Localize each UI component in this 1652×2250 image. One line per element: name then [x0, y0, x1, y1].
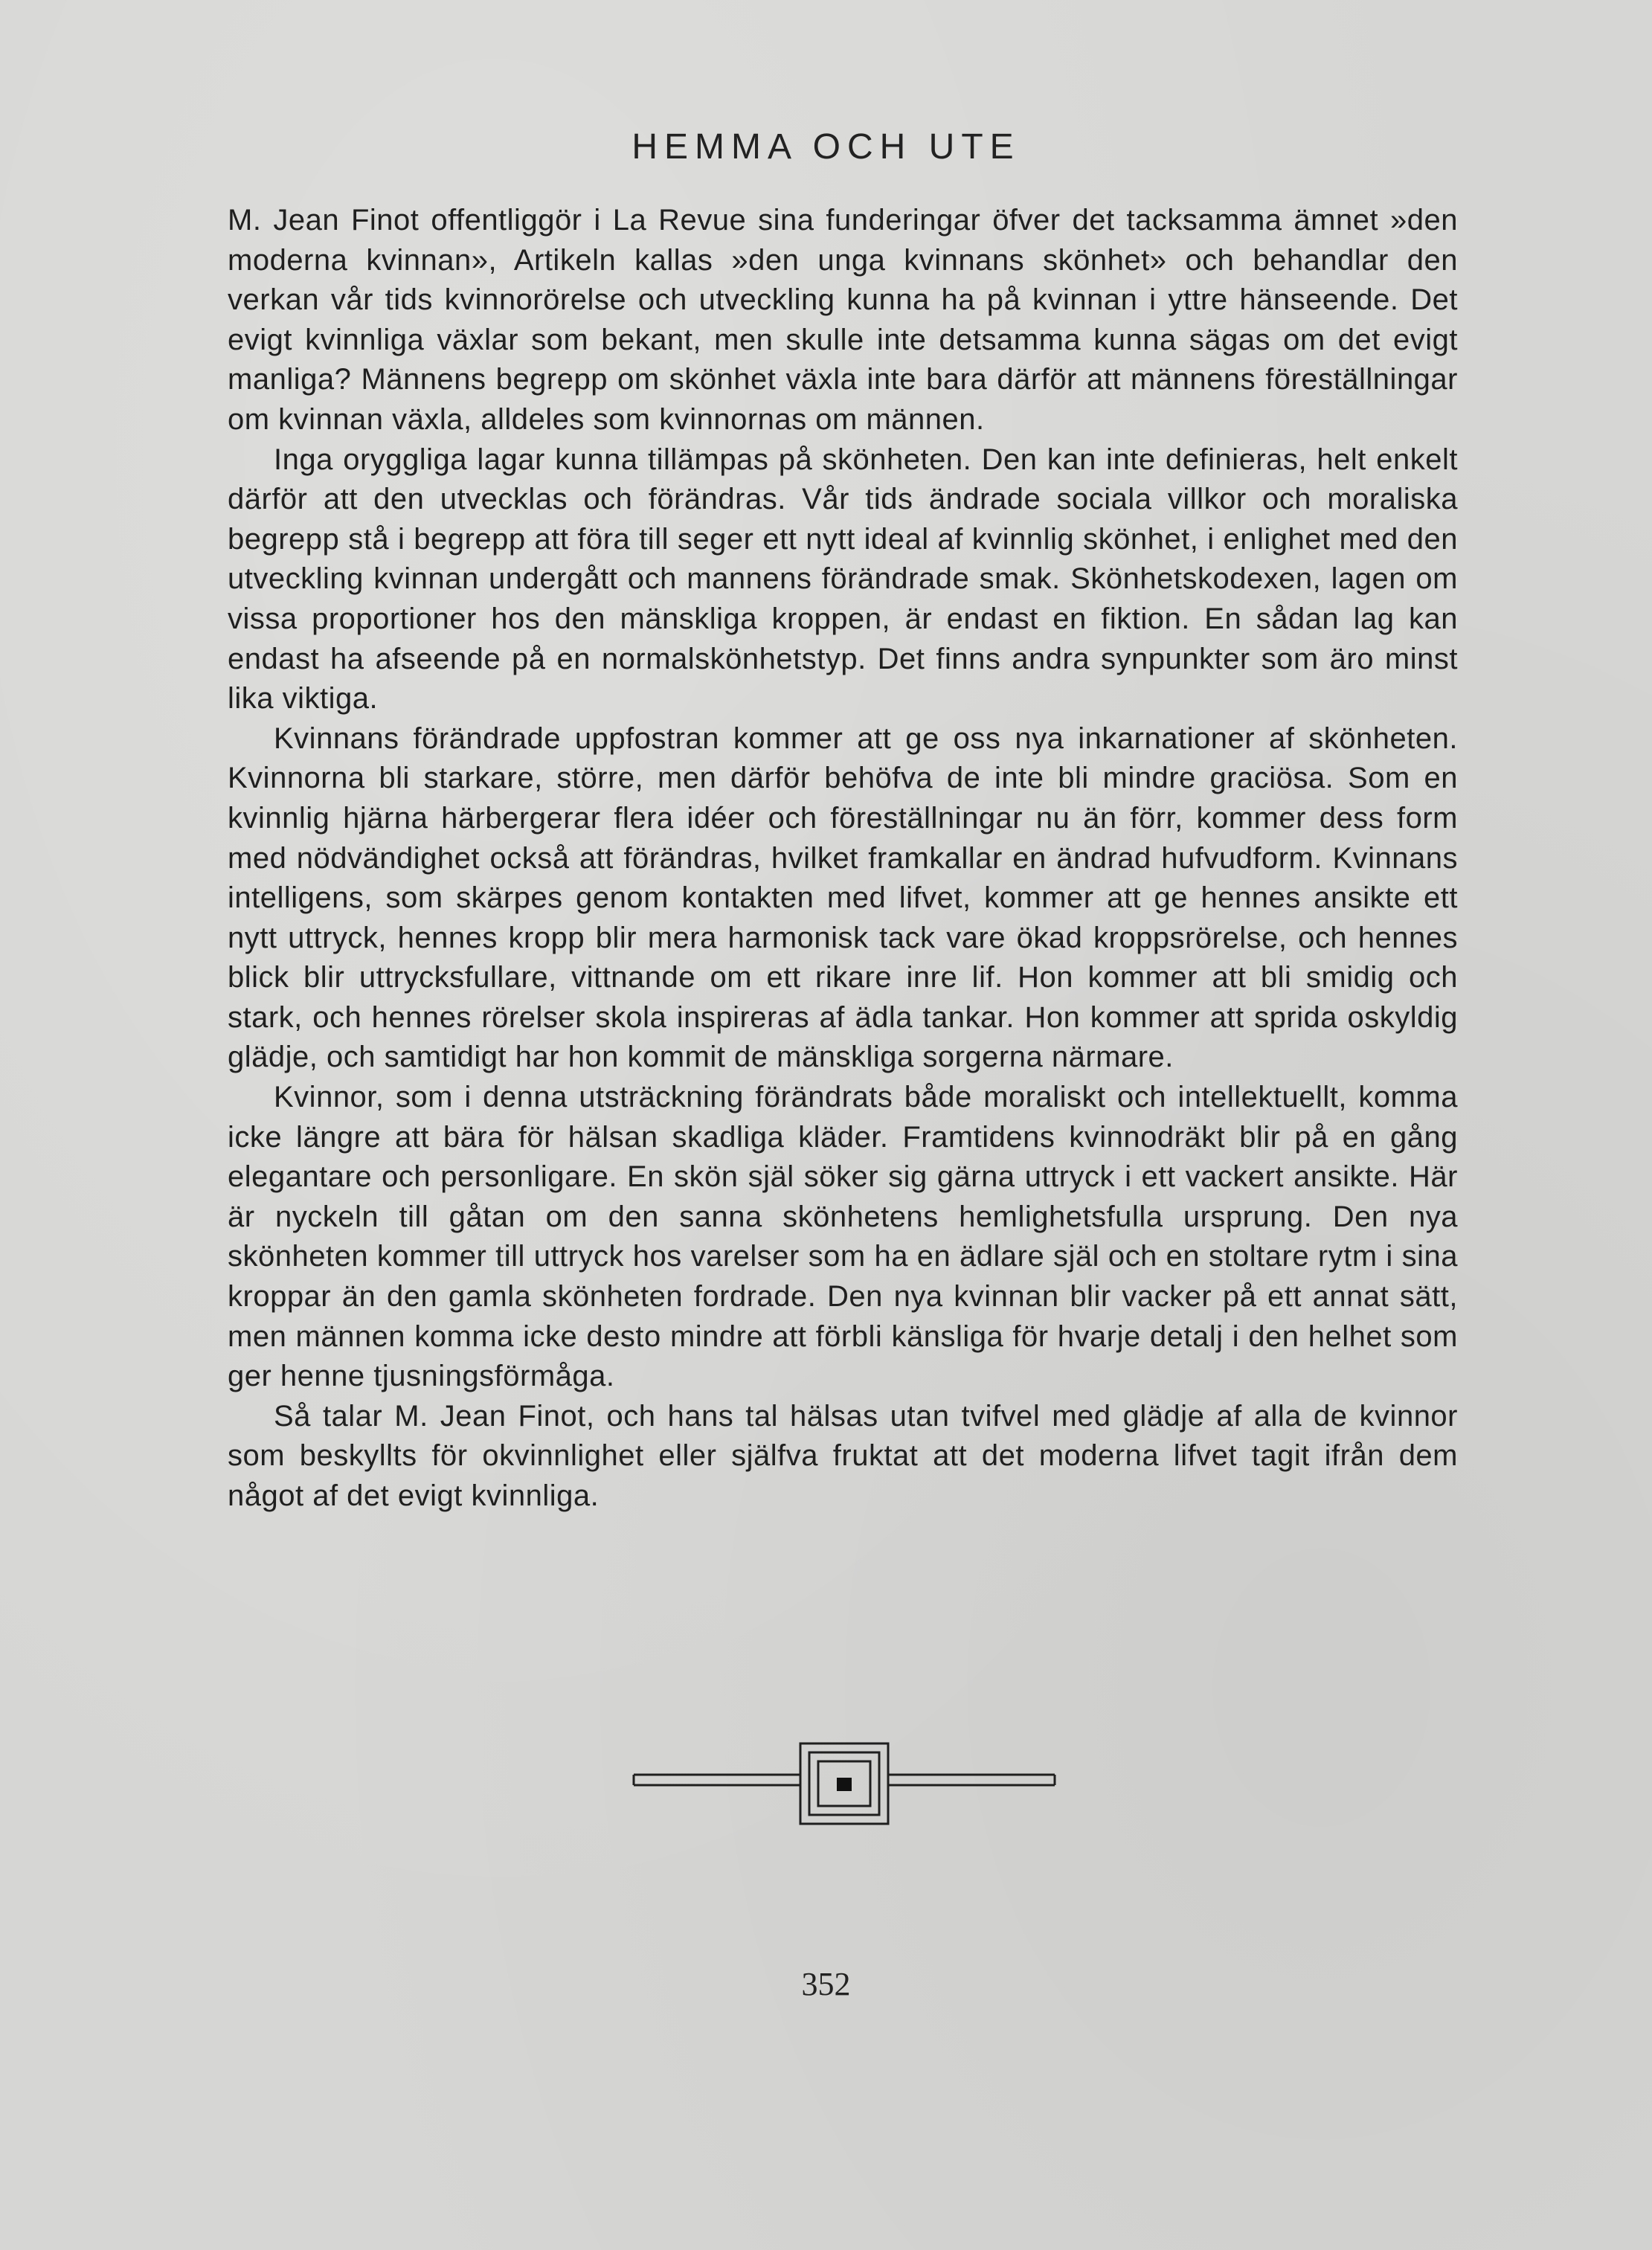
page-number: 352	[801, 1966, 851, 2002]
paragraph-5: Så talar M. Jean Finot, och hans tal hälsas utan tvifvel med glädje af alla de kvinnor som beskyllts för okvinnlighet eller själfva fruktat att det moderna lifvet tagit ifrån dem något af det evigt kvinnliga.	[228, 1399, 1458, 1512]
article-body	[228, 201, 1458, 1517]
paragraph-3: Kvinnans förändrade uppfostran kommer att ge oss nya inkarnationer af skönheten. Kvinnorna bli starkare, större, men därför behöfva de inte bli mindre graciösa. Som en kvinnlig hjärna härbergerar flera idéer och föreställningar nu än förr, kommer dess form med nödvändighet också att förändras, hvilket framkallar en ändrad hufvudform. Kvinnans intelligens, som skärpes genom kontakten med lifvet, kommer att ge hennes ansikte ett nytt uttryck, hennes kropp blir mera harmonisk tack vare ökad kroppsrörelse, och hennes blick blir uttrycksfullare, vittnande om ett rikare inre lif. Hon kommer att bli smidig och stark, och hennes rörelser skola inspireras af ädla tankar. Hon kommer att sprida oskyldig glädje, och samtidigt har hon kommit de mänskliga sorgerna närmare.	[228, 721, 1458, 1074]
ornament-divider	[632, 1740, 1056, 1827]
running-head: HEMMA OCH UTE	[631, 127, 1021, 167]
paragraph-4: Kvinnor, som i denna utsträckning förändrats både moraliskt och intellektuellt, komma icke längre att bära för hälsan skadliga kläder. Framtidens kvinnodräkt blir på en gång elegantare och personligare. En skön själ söker sig gärna uttryck i ett vackert ansikte. Här är nyckeln till gåtan om den sanna skönhetens hemlighetsfulla ursprung. Den nya skönheten kommer till uttryck hos varelser som ha en ädlare själ och en stoltare rytm i sina kroppar än den gamla skönheten fordrade. Den nya kvinnan blir vacker på ett annat sätt, men männen komma icke desto mindre att förbli känsliga för hvarje detalj i den helhet som ger henne tjusningsförmåga.	[228, 1081, 1458, 1393]
paragraph-1: M. Jean Finot offentliggör i La Revue sina funderingar öfver det tacksamma ämnet »den moderna kvinnan», Artikeln kallas »den unga kvinnans skönhet» och behandlar den verkan vår tids kvinnorörelse och utveckling kunna ha på kvinnan i yttre hänseende. Det evigt kvinnliga växlar som bekant, men skulle inte detsamma kunna sägas om det evigt manliga? Männens begrepp om skönhet växla inte bara därför att männens föreställningar om kvinnan växla, alldeles som kvinnornas om männen.	[228, 204, 1458, 436]
paragraph-2: Inga oryggliga lagar kunna tillämpas på skönheten. Den kan inte definieras, helt enkelt därför att den utvecklas och förändras. Vår tids ändrade sociala villkor och moraliska begrepp stå i begrepp att föra till seger ett nytt ideal af kvinnlig skönhet, i enlighet med den utveckling kvinnan undergått och mannens förändrade smak. Skönhetskodexen, lagen om vissa proportioner hos den mänskliga kroppen, är endast en fiktion. En sådan lag kan endast ha afseende på en normalskönhetstyp. Det finns andra synpunkter som äro minst lika viktiga.	[228, 443, 1458, 716]
ornament-center-square	[837, 1778, 852, 1791]
